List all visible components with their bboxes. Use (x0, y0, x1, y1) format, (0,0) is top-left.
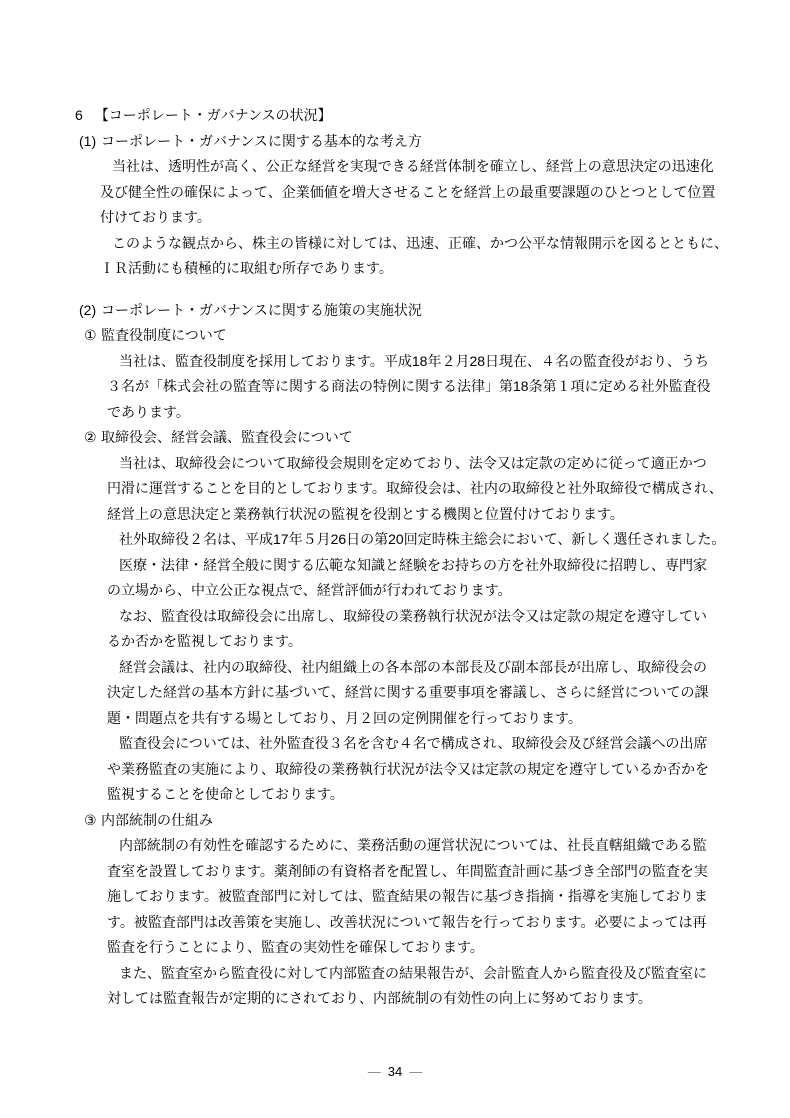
text-line: 付けております。 (100, 209, 211, 225)
text-line: 内部統制の有効性を確認するために、業務活動の運営状況については、社長直轄組織である監 (119, 837, 707, 853)
text-line: 査室を設置しております。薬剤師の有資格者を配置し、年間監査計画に基づき全部門の監査を実 (107, 862, 708, 879)
page-footer (0, 1062, 790, 1082)
text-line: す。被監査部門は改善策を実施し、改善状況について報告を行っております。必要によっては再 (107, 913, 707, 930)
text-line: なお、監査役は取締役会に出席し、取締役の業務執行状況が法令又は定款の規定を遵守してい (119, 607, 707, 624)
text-line: であります。 (107, 403, 190, 420)
page-number: 34 (387, 1064, 403, 1079)
text-line: 経営会議は、社内の取締役、社内組織上の各本部の本部長及び副本部長が出席し、取締役会の (119, 658, 707, 675)
paragraph (0, 833, 790, 961)
text-line: 及び健全性の確保によって、企業価値を増大させることを経営上の最重要課題のひとつとして位置 (100, 183, 716, 200)
text-line: 決定した経営の基本方針に基づいて、経営に関する重要事項を審議し、さらに経営についての課 (107, 684, 709, 700)
paragraph (0, 553, 790, 604)
text-line: 医療・法律・経営全般に関する広範な知識と経験をお持ちの方を社外取締役に招聘し、専門家 (119, 556, 707, 573)
heading-label: (2) (79, 301, 97, 318)
text-line: 監視することを使命としております。 (107, 786, 344, 802)
section-heading (0, 103, 790, 129)
text-line: 監査役会については、社外監査役３名を含む４名で構成され、取締役会及び経営会議への出席 (119, 735, 708, 751)
text-line: 社外取締役２名は、平成17年５月26日の第20回定時株主総会において、新しく選任されました。 (119, 531, 726, 547)
item-heading (0, 323, 790, 349)
text-line: 当社は、透明性が高く、公正な経営を実現できる経営体制を確立し、経営上の意思決定の迅速化 (112, 158, 714, 174)
text-line: 経営上の意思決定と業務執行状況の監視を役割とする機関と位置付けております。 (107, 505, 624, 522)
item-heading (0, 808, 790, 834)
heading-title: コーポレート・ガバナンスに関する基本的な考え方 (101, 132, 422, 149)
footer-right-dash: — (409, 1064, 423, 1079)
subsection-heading (0, 298, 790, 324)
heading-title: 取締役会、経営会議、監査役会について (101, 429, 353, 445)
text-line: ＩＲ活動にも積極的に取組む所存であります。 (100, 260, 393, 276)
section-number: 6 (75, 107, 83, 123)
paragraph (0, 527, 790, 553)
document-body (0, 103, 790, 1012)
text-line: このような観点から、株主の皆様に対しては、迅速、正確、かつ公平な情報開示を図るとともに、 (112, 234, 728, 251)
text-line: や業務監査の実施により、取締役の業務執行状況が法令又は定款の規定を遵守しているか否かを (107, 760, 709, 777)
text-line: ３名が「株式会社の監査等に関する商法の特例に関する法律」第18条第１項に定める社外監査役 (107, 378, 711, 394)
section-title: 【コーポレート・ガバナンスの状況】 (94, 107, 332, 123)
paragraph (0, 231, 790, 282)
heading-label: (1) (79, 132, 97, 149)
heading-title: 監査役制度について (101, 327, 227, 343)
text-line: また、監査室から監査役に対して内部監査の結果報告が、会計監査人から監査役及び監査室に (119, 964, 707, 981)
paragraph (0, 961, 790, 1012)
text-line: 当社は、監査役制度を採用しております。平成18年２月28日現在、４名の監査役がおり、うち (119, 352, 710, 369)
heading-title: コーポレート・ガバナンスに関する施策の実施状況 (101, 301, 422, 318)
text-line: 対しては監査報告が定期的にされており、内部統制の有効性の向上に努めております。 (107, 990, 652, 1006)
heading-label: ① (84, 327, 97, 343)
paragraph (0, 451, 790, 528)
paragraph (0, 731, 790, 808)
item-heading (0, 425, 790, 451)
paragraph (0, 604, 790, 655)
heading-label: ② (84, 429, 97, 445)
footer-left-dash: — (367, 1064, 381, 1079)
heading-label: ③ (84, 811, 97, 828)
document-blocks (0, 129, 790, 1012)
paragraph (0, 154, 790, 231)
text-line: るか否かを監視しております。 (107, 633, 302, 649)
heading-title: 内部統制の仕組み (101, 811, 213, 828)
subsection-heading (0, 129, 790, 155)
text-line: 施しております。被監査部門に対しては、監査結果の報告に基づき指摘・指導を実施しておりま (107, 888, 708, 904)
text-line: 当社は、取締役会について取締役会規則を定めており、法令又は定款の定めに従って適正かつ (119, 454, 707, 471)
paragraph (0, 655, 790, 732)
text-line: の立場から、中立公正な視点で、経営評価が行われております。 (107, 582, 512, 598)
text-line: 円滑に運営することを目的としております。取締役会は、社内の取締役と社外取締役で構成され、 (107, 480, 723, 496)
text-line: 監査を行うことにより、監査の実効性を確保しております。 (107, 939, 484, 955)
paragraph (0, 349, 790, 426)
text-line: 題・問題点を共有する場としており、月２回の定例開催を行っております。 (107, 709, 582, 726)
